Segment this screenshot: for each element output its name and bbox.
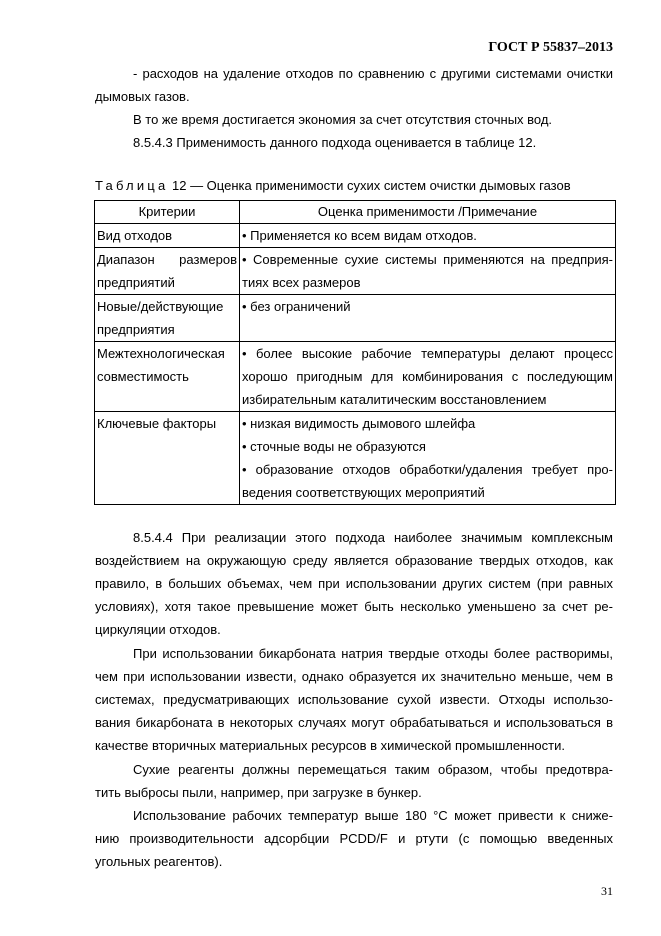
note-cell: • Современные сухие системы применяются на предприя- тиях всех размеров <box>240 248 616 295</box>
page-number: 31 <box>601 884 613 898</box>
text-line: циркуляции отходов. <box>95 622 221 637</box>
text-line: тить выбросы пыли, например, при загрузке в бункер. <box>95 785 422 800</box>
table-row <box>95 412 616 505</box>
criterion-cell: Новые/действующие предприятия <box>95 295 240 342</box>
table-row <box>95 342 616 412</box>
header-assessment: Оценка применимости /Примечание <box>240 201 616 224</box>
body-paragraph-1 <box>95 526 613 641</box>
header-criteria: Критерии <box>95 201 240 224</box>
text-line: системах, предусматривающих использование сухой извести. Отходы использо- <box>95 692 613 707</box>
text-line: нию производительности адсорбции PCDD/F и ртути (с помощью введенных <box>95 831 613 846</box>
intro-paragraph-3: 8.5.4.3 Применимость данного подхода оценивается в таблице 12. <box>133 135 537 150</box>
intro-paragraph-1 <box>95 62 613 108</box>
body-paragraph-3 <box>95 758 613 804</box>
applicability-table <box>94 200 616 505</box>
table-row <box>95 248 616 295</box>
note-cell: • без ограничений <box>240 295 616 342</box>
text-line: Сухие реагенты должны перемещаться таким образом, чтобы предотвра- <box>133 762 613 777</box>
table-row <box>95 224 616 248</box>
standard-number: ГОСТ Р 55837–2013 <box>488 40 613 55</box>
text-line: дымовых газов. <box>95 89 190 104</box>
table-caption-label: Таблица <box>95 178 169 193</box>
criterion-cell: Ключевые факторы <box>95 412 240 505</box>
criterion-cell: Диапазон размеров предприятий <box>95 248 240 295</box>
text-line: чем при использовании извести, однако образуется их значительно меньше, чем в <box>95 669 613 684</box>
criterion-cell: Межтехнологическая совместимость <box>95 342 240 412</box>
text-line: вания бикарбоната в некоторых случаях могут обрабатываться и использоваться в <box>95 715 613 730</box>
text-line: угольных реагентов). <box>95 854 223 869</box>
note-cell: • более высокие рабочие температуры делают процесс хорошо пригодным для комбинирования с последующим избирательным каталитическим восстановлением <box>240 342 616 412</box>
note-cell: • Применяется ко всем видам отходов. <box>240 224 616 248</box>
text-line: - расходов на удаление отходов по сравнению с другими системами очистки <box>133 66 613 81</box>
text-line: 8.5.4.4 При реализации этого подхода наиболее значимым комплексным <box>133 530 613 545</box>
text-line: воздействием на окружающую среду является образование твердых отходов, как <box>95 553 613 568</box>
text-line: качестве вторичных материальных ресурсов в химической промышленности. <box>95 738 565 753</box>
table-caption-text: 12 — Оценка применимости сухих систем очистки дымовых газов <box>172 178 571 193</box>
note-cell: • низкая видимость дымового шлейфа • сточные воды не образуются • образование отходов обработки/удаления требует про- ведения соответствующих мероприятий <box>240 412 616 505</box>
text-line: условиях), хотя такое превышение может быть несколько уменьшено за счет ре- <box>95 599 613 614</box>
table-caption <box>95 178 615 193</box>
table-row <box>95 295 616 342</box>
text-line: Использование рабочих температур выше 180 °С может привести к сниже- <box>133 808 613 823</box>
body-paragraph-2 <box>95 642 613 757</box>
body-paragraph-4 <box>95 804 613 873</box>
text-line: правило, в больших объемах, чем при использовании других систем (при равных <box>95 576 613 591</box>
criterion-cell: Вид отходов <box>95 224 240 248</box>
intro-paragraph-2: В то же время достигается экономия за счет отсутствия сточных вод. <box>133 112 553 127</box>
table-header-row <box>95 201 616 224</box>
text-line: При использовании бикарбоната натрия твердые отходы более растворимы, <box>133 646 613 661</box>
